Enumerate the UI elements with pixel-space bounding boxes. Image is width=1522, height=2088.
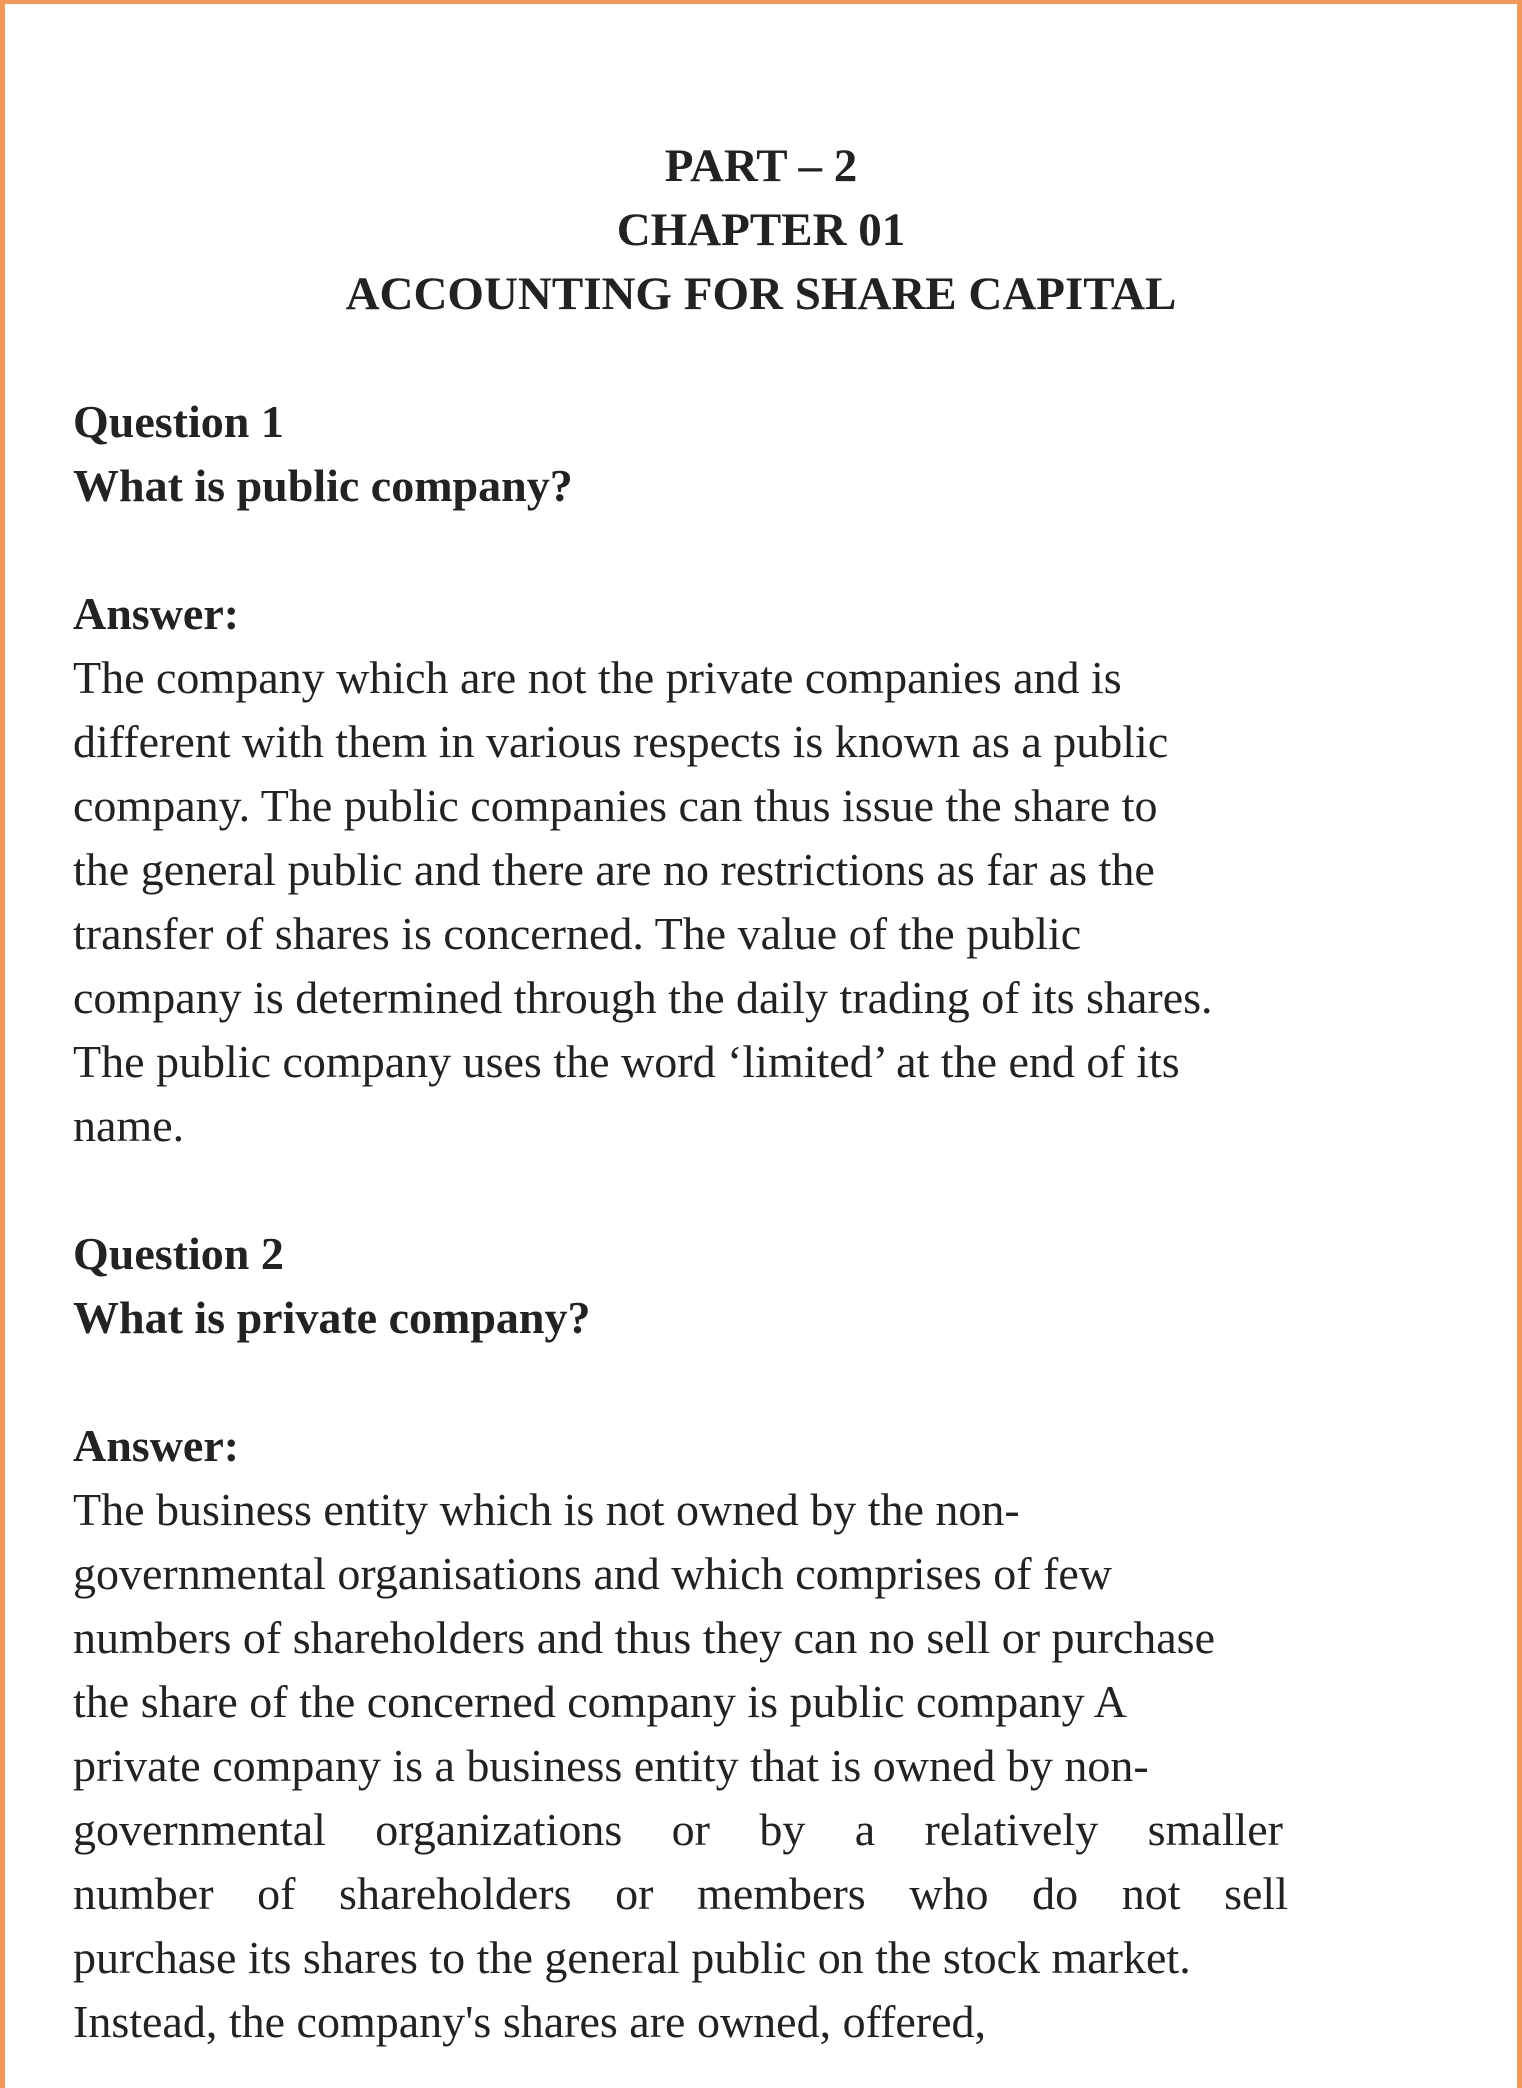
question-section-1 [73, 390, 1413, 1158]
answer-line: numbers of shareholders and thus they can no sell or purchase [73, 1612, 1216, 1663]
chapter-title: ACCOUNTING FOR SHARE CAPITAL [345, 268, 1177, 320]
answer-label: Answer: [73, 588, 240, 639]
chapter-heading: CHAPTER 01 [616, 204, 906, 256]
answer-line: company is determined through the daily trading of its shares. [73, 972, 1213, 1023]
document-page [73, 134, 1413, 2054]
question-text: What is private company? [73, 1292, 591, 1343]
answer-line: Instead, the company's shares are owned, offered, [73, 1996, 987, 2047]
answer-line: the share of the concerned company is public company A [73, 1676, 1127, 1727]
page-border-top [0, 0, 1522, 4]
answer-line: company. The public companies can thus issue the share to [73, 780, 1158, 831]
answer-label: Answer: [73, 1420, 240, 1471]
question-section-2 [73, 1222, 1413, 2054]
answer-line: governmental organisations and which comprises of few [73, 1548, 1112, 1599]
answer-line: governmental organizations or by a relatively smaller [73, 1804, 1283, 1855]
answer-line: the general public and there are no restrictions as far as the [73, 844, 1155, 895]
answer-line: private company is a business entity that is owned by non- [73, 1740, 1149, 1791]
part-heading: PART – 2 [664, 140, 858, 192]
answer-line: The public company uses the word ‘limited’ at the end of its [73, 1036, 1180, 1087]
question-text: What is public company? [73, 460, 573, 511]
answer-line: The business entity which is not owned by the non- [73, 1484, 1020, 1535]
answer-line: different with them in various respects is known as a public [73, 716, 1169, 767]
answer-line: name. [73, 1100, 185, 1151]
answer-line: transfer of shares is concerned. The value of the public [73, 908, 1082, 959]
question-label: Question 2 [73, 1228, 284, 1279]
answer-line: The company which are not the private companies and is [73, 652, 1122, 703]
question-label: Question 1 [73, 396, 284, 447]
answer-line: purchase its shares to the general public on the stock market. [73, 1932, 1191, 1983]
answer-line: number of shareholders or members who do not sell [73, 1868, 1288, 1919]
